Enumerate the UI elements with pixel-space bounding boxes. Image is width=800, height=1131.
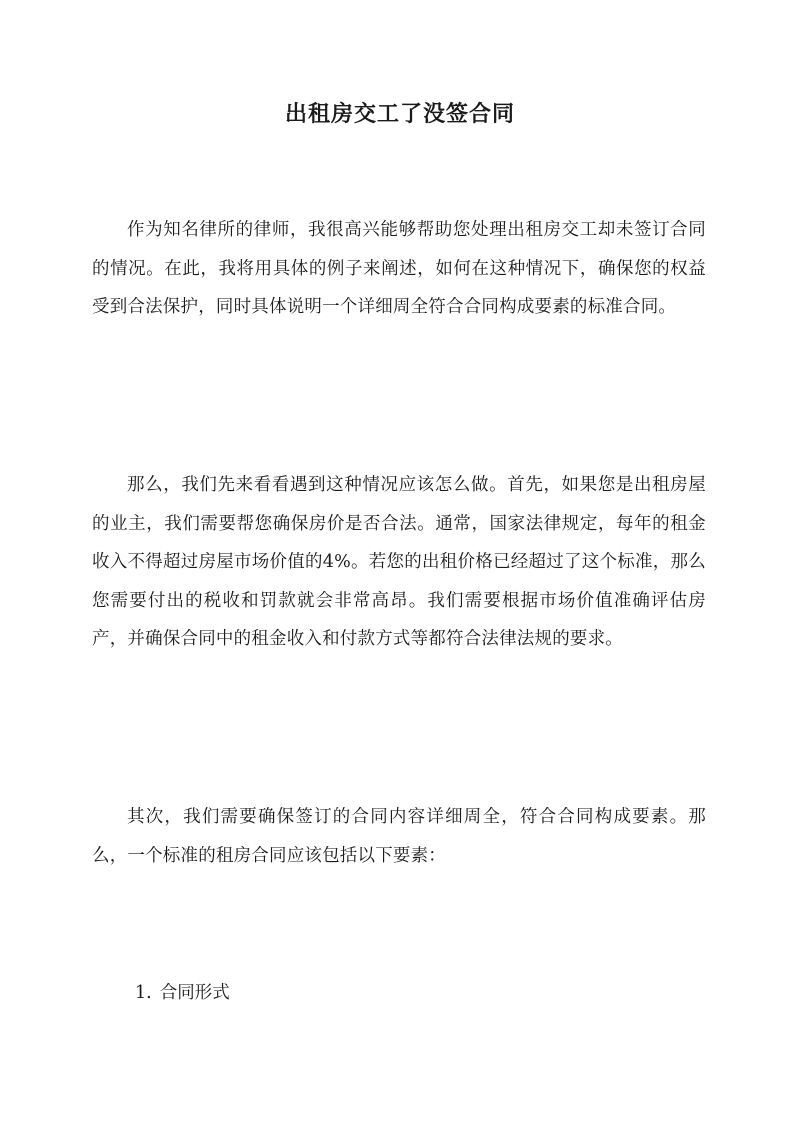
- paragraph-contract-elements: 其次，我们需要确保签订的合同内容详细周全，符合合同构成要素。那么，一个标准的租房合同应该包括以下要素：: [92, 807, 706, 866]
- document-title: 出租房交工了没签合同: [284, 101, 515, 127]
- list-item-number: 1.: [135, 983, 152, 1003]
- list-item: [135, 974, 230, 1013]
- list-item-label: 合同形式: [159, 983, 230, 1003]
- paragraph-rent-legality: 那么，我们先来看看遇到这种情况应该怎么做。首先，如果您是出租房屋的业主，我们需要帮您确保房价是否合法。通常，国家法律规定，每年的租金收入不得超过房屋市场价值的4%。若您的出租价格已经超过了这个标准，那么您需要付出的税收和罚款就会非常高昂。我们需要根据市场价值准确评估房产，并确保合同中的租金收入和付款方式等都符合法律法规的要求。: [92, 475, 706, 649]
- paragraph-intro: 作为知名律所的律师，我很高兴能够帮助您处理出租房交工却未签订合同的情况。在此，我将用具体的例子来阐述，如何在这种情况下，确保您的权益受到合法保护，同时具体说明一个详细周全符合合同构成要素的标准合同。: [92, 220, 706, 317]
